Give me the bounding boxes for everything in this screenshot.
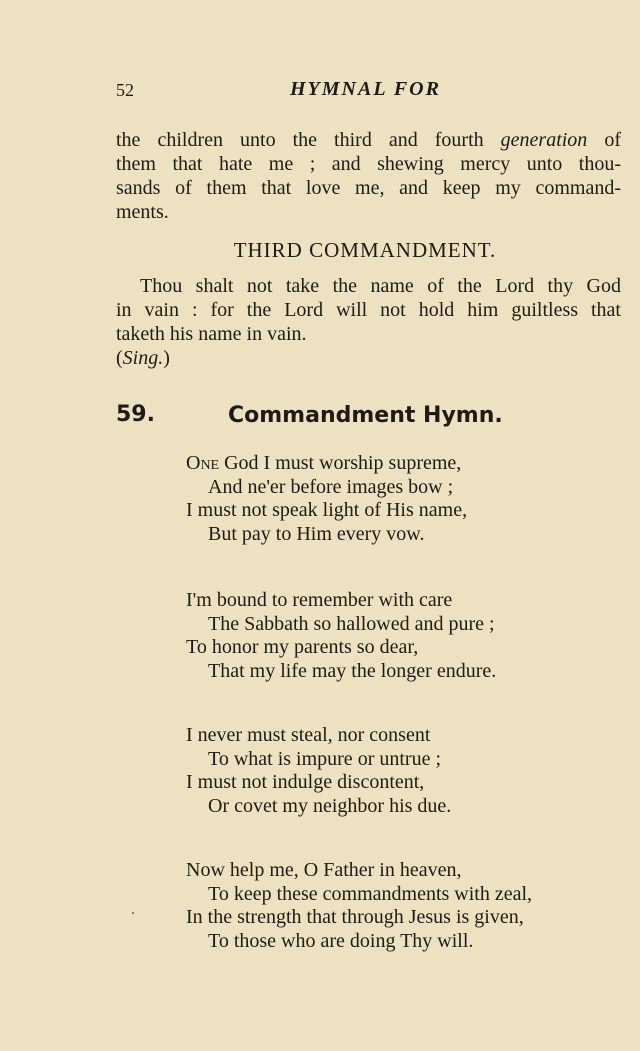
- verse-line: The Sabbath so hallowed and pure ;: [208, 612, 495, 635]
- stanza-4: [186, 859, 532, 953]
- verse-line: I'm bound to remember with care: [186, 589, 453, 611]
- hymn-title: Commandment Hymn.: [228, 403, 503, 428]
- opening-paragraph: [116, 128, 621, 224]
- verse-line: I never must steal, nor consent: [186, 724, 431, 746]
- verse-line: And ne'er before images bow ;: [208, 475, 454, 498]
- paragraph-line: sands of them that love me, and keep my command-: [116, 177, 621, 199]
- verse-line: But pay to Him every vow.: [208, 522, 425, 545]
- verse-line: To what is impure or untrue ;: [208, 747, 441, 770]
- stanza-2: [186, 589, 496, 683]
- page-number: 52: [116, 80, 134, 100]
- verse-line: Or covet my neighbor his due.: [208, 794, 452, 817]
- ink-speck: [132, 912, 134, 914]
- verse-line: To honor my parents so dear,: [186, 636, 419, 658]
- paragraph-line: Thou shalt not take the name of the Lord thy God: [140, 275, 621, 297]
- paragraph-line: in vain : for the Lord will not hold him guiltless that: [116, 299, 621, 321]
- paragraph-line: ments.: [116, 201, 169, 223]
- paragraph-line: the children unto the third and fourth generation of: [116, 129, 621, 151]
- verse-line: Now help me, O Father in heaven,: [186, 859, 462, 881]
- sing-direction: (Sing.): [116, 347, 170, 369]
- verse-line: In the strength that through Jesus is given,: [186, 906, 524, 928]
- paragraph-line: them that hate me ; and shewing mercy unto thou-: [116, 153, 621, 175]
- verse-line: To keep these commandments with zeal,: [208, 882, 533, 905]
- commandment-paragraph: [116, 274, 621, 370]
- section-heading: THIRD COMMANDMENT.: [233, 238, 497, 262]
- emphasized-word: generation: [500, 129, 588, 151]
- verse-line: That my life may the longer endure.: [208, 659, 497, 682]
- verse-line: I must not indulge discontent,: [186, 771, 425, 793]
- verse-line: To those who are doing Thy will.: [208, 929, 474, 952]
- verse-line: I must not speak light of His name,: [186, 499, 468, 521]
- stanza-1: [186, 452, 467, 546]
- paragraph-line: taketh his name in vain.: [116, 323, 307, 345]
- verse-line: One God I must worship supreme,: [186, 452, 462, 474]
- running-head: HYMNAL FOR: [290, 78, 441, 100]
- hymn-number: 59.: [116, 402, 155, 427]
- stanza-3: [186, 724, 451, 818]
